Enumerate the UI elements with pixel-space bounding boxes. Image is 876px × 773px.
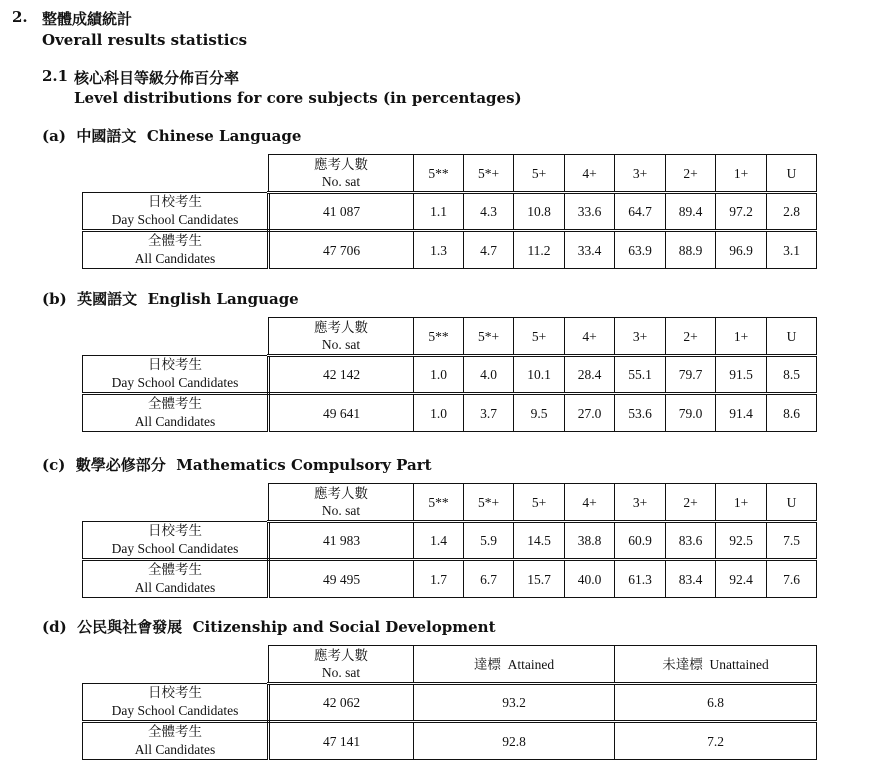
table-b-title-en: English Language bbox=[147, 290, 299, 308]
level-header: 3+ bbox=[615, 318, 666, 356]
percentage-cell: 4.3 bbox=[464, 193, 514, 231]
no-sat-value: 41 983 bbox=[269, 522, 414, 560]
percentage-cell: 92.4 bbox=[716, 560, 767, 598]
percentage-cell: 88.9 bbox=[666, 231, 716, 269]
level-header: 4+ bbox=[565, 155, 615, 193]
no-sat-value: 47 706 bbox=[269, 231, 414, 269]
percentage-cell: 33.4 bbox=[565, 231, 615, 269]
no-sat-value: 42 062 bbox=[269, 684, 414, 722]
attained-header: 達標 Attained bbox=[414, 646, 615, 684]
row-label-all-candidates: 全體考生 All Candidates bbox=[83, 394, 269, 432]
percentage-cell: 3.7 bbox=[464, 394, 514, 432]
table-a-title-en: Chinese Language bbox=[146, 127, 302, 145]
percentage-cell: 61.3 bbox=[615, 560, 666, 598]
percentage-cell: 83.4 bbox=[666, 560, 716, 598]
table-c-heading bbox=[42, 454, 432, 475]
percentage-cell: 83.6 bbox=[666, 522, 716, 560]
row-label-day-school: 日校考生 Day School Candidates bbox=[83, 356, 269, 394]
level-header: U bbox=[767, 484, 817, 522]
level-header: 4+ bbox=[565, 484, 615, 522]
table-header-row bbox=[83, 484, 817, 522]
percentage-cell: 79.0 bbox=[666, 394, 716, 432]
level-header: 3+ bbox=[615, 155, 666, 193]
percentage-cell: 92.8 bbox=[414, 722, 615, 760]
table-d-heading bbox=[42, 616, 496, 637]
percentage-cell: 89.4 bbox=[666, 193, 716, 231]
level-header: 5*+ bbox=[464, 155, 514, 193]
percentage-cell: 6.7 bbox=[464, 560, 514, 598]
percentage-cell: 53.6 bbox=[615, 394, 666, 432]
percentage-cell: 7.2 bbox=[615, 722, 817, 760]
percentage-cell: 40.0 bbox=[565, 560, 615, 598]
subsection-title-en: Level distributions for core subjects (in percentages) bbox=[74, 89, 522, 107]
no-sat-header: 應考人數 No. sat bbox=[269, 646, 414, 684]
percentage-cell: 8.5 bbox=[767, 356, 817, 394]
table-b-title-zh: 英國語文 bbox=[77, 290, 138, 308]
percentage-cell: 3.1 bbox=[767, 231, 817, 269]
row-label-all-candidates: 全體考生 All Candidates bbox=[83, 722, 269, 760]
level-header: 1+ bbox=[716, 318, 767, 356]
percentage-cell: 91.4 bbox=[716, 394, 767, 432]
percentage-cell: 28.4 bbox=[565, 356, 615, 394]
section-number: 2. bbox=[12, 8, 28, 26]
row-label-day-school: 日校考生 Day School Candidates bbox=[83, 193, 269, 231]
row-label-all-candidates: 全體考生 All Candidates bbox=[83, 231, 269, 269]
table-citizenship-social-development bbox=[82, 645, 817, 760]
percentage-cell: 63.9 bbox=[615, 231, 666, 269]
no-sat-value: 41 087 bbox=[269, 193, 414, 231]
level-header: U bbox=[767, 318, 817, 356]
section-title-zh: 整體成績統計 bbox=[42, 10, 133, 28]
table-c-title-zh: 數學必修部分 bbox=[75, 456, 166, 474]
level-header: 2+ bbox=[666, 318, 716, 356]
table-header-row bbox=[83, 155, 817, 193]
percentage-cell: 27.0 bbox=[565, 394, 615, 432]
table-c-title-en: Mathematics Compulsory Part bbox=[176, 456, 432, 474]
percentage-cell: 38.8 bbox=[565, 522, 615, 560]
percentage-cell: 9.5 bbox=[514, 394, 565, 432]
percentage-cell: 1.3 bbox=[414, 231, 464, 269]
percentage-cell: 1.0 bbox=[414, 394, 464, 432]
table-header-row bbox=[83, 318, 817, 356]
table-d-title-zh: 公民與社會發展 bbox=[77, 618, 183, 636]
percentage-cell: 33.6 bbox=[565, 193, 615, 231]
subsection-title-zh: 核心科目等級分佈百分率 bbox=[74, 69, 240, 87]
row-label-day-school: 日校考生 Day School Candidates bbox=[83, 684, 269, 722]
percentage-cell: 1.7 bbox=[414, 560, 464, 598]
level-header: 5** bbox=[414, 155, 464, 193]
unattained-header: 未達標 Unattained bbox=[615, 646, 817, 684]
level-header: 4+ bbox=[565, 318, 615, 356]
level-header: U bbox=[767, 155, 817, 193]
percentage-cell: 4.7 bbox=[464, 231, 514, 269]
percentage-cell: 10.8 bbox=[514, 193, 565, 231]
table-d-label: (d) bbox=[42, 618, 67, 636]
subsection-number: 2.1 bbox=[42, 67, 69, 85]
percentage-cell: 92.5 bbox=[716, 522, 767, 560]
table-a-title-zh: 中國語文 bbox=[76, 127, 137, 145]
level-header: 1+ bbox=[716, 484, 767, 522]
percentage-cell: 91.5 bbox=[716, 356, 767, 394]
row-label-day-school: 日校考生 Day School Candidates bbox=[83, 522, 269, 560]
level-header: 5+ bbox=[514, 484, 565, 522]
percentage-cell: 1.0 bbox=[414, 356, 464, 394]
table-c-label: (c) bbox=[42, 456, 66, 474]
table-row bbox=[83, 560, 817, 598]
percentage-cell: 11.2 bbox=[514, 231, 565, 269]
no-sat-header: 應考人數 No. sat bbox=[269, 484, 414, 522]
table-chinese-language bbox=[82, 154, 817, 269]
level-header: 5** bbox=[414, 484, 464, 522]
percentage-cell: 97.2 bbox=[716, 193, 767, 231]
table-row bbox=[83, 684, 817, 722]
percentage-cell: 6.8 bbox=[615, 684, 817, 722]
percentage-cell: 8.6 bbox=[767, 394, 817, 432]
percentage-cell: 60.9 bbox=[615, 522, 666, 560]
row-label-all-candidates: 全體考生 All Candidates bbox=[83, 560, 269, 598]
level-header: 5+ bbox=[514, 155, 565, 193]
table-b-heading bbox=[42, 288, 299, 309]
table-d-title-en: Citizenship and Social Development bbox=[192, 618, 496, 636]
table-row bbox=[83, 193, 817, 231]
percentage-cell: 96.9 bbox=[716, 231, 767, 269]
table-a-label: (a) bbox=[42, 127, 66, 145]
level-header: 5*+ bbox=[464, 484, 514, 522]
table-row bbox=[83, 356, 817, 394]
percentage-cell: 2.8 bbox=[767, 193, 817, 231]
section-title-en: Overall results statistics bbox=[42, 31, 248, 49]
table-b-label: (b) bbox=[42, 290, 67, 308]
percentage-cell: 93.2 bbox=[414, 684, 615, 722]
percentage-cell: 7.5 bbox=[767, 522, 817, 560]
table-english-language bbox=[82, 317, 817, 432]
level-header: 2+ bbox=[666, 155, 716, 193]
no-sat-value: 49 495 bbox=[269, 560, 414, 598]
percentage-cell: 79.7 bbox=[666, 356, 716, 394]
percentage-cell: 55.1 bbox=[615, 356, 666, 394]
no-sat-value: 47 141 bbox=[269, 722, 414, 760]
level-header: 2+ bbox=[666, 484, 716, 522]
table-a-heading bbox=[42, 125, 301, 146]
level-header: 5** bbox=[414, 318, 464, 356]
no-sat-header: 應考人數 No. sat bbox=[269, 318, 414, 356]
percentage-cell: 5.9 bbox=[464, 522, 514, 560]
percentage-cell: 10.1 bbox=[514, 356, 565, 394]
table-row bbox=[83, 231, 817, 269]
table-header-row bbox=[83, 646, 817, 684]
table-row bbox=[83, 394, 817, 432]
level-header: 5*+ bbox=[464, 318, 514, 356]
percentage-cell: 7.6 bbox=[767, 560, 817, 598]
no-sat-value: 49 641 bbox=[269, 394, 414, 432]
level-header: 5+ bbox=[514, 318, 565, 356]
percentage-cell: 4.0 bbox=[464, 356, 514, 394]
no-sat-header: 應考人數 No. sat bbox=[269, 155, 414, 193]
level-header: 3+ bbox=[615, 484, 666, 522]
percentage-cell: 1.4 bbox=[414, 522, 464, 560]
table-row bbox=[83, 722, 817, 760]
table-row bbox=[83, 522, 817, 560]
percentage-cell: 64.7 bbox=[615, 193, 666, 231]
table-mathematics-compulsory bbox=[82, 483, 817, 598]
percentage-cell: 1.1 bbox=[414, 193, 464, 231]
no-sat-value: 42 142 bbox=[269, 356, 414, 394]
percentage-cell: 14.5 bbox=[514, 522, 565, 560]
percentage-cell: 15.7 bbox=[514, 560, 565, 598]
level-header: 1+ bbox=[716, 155, 767, 193]
